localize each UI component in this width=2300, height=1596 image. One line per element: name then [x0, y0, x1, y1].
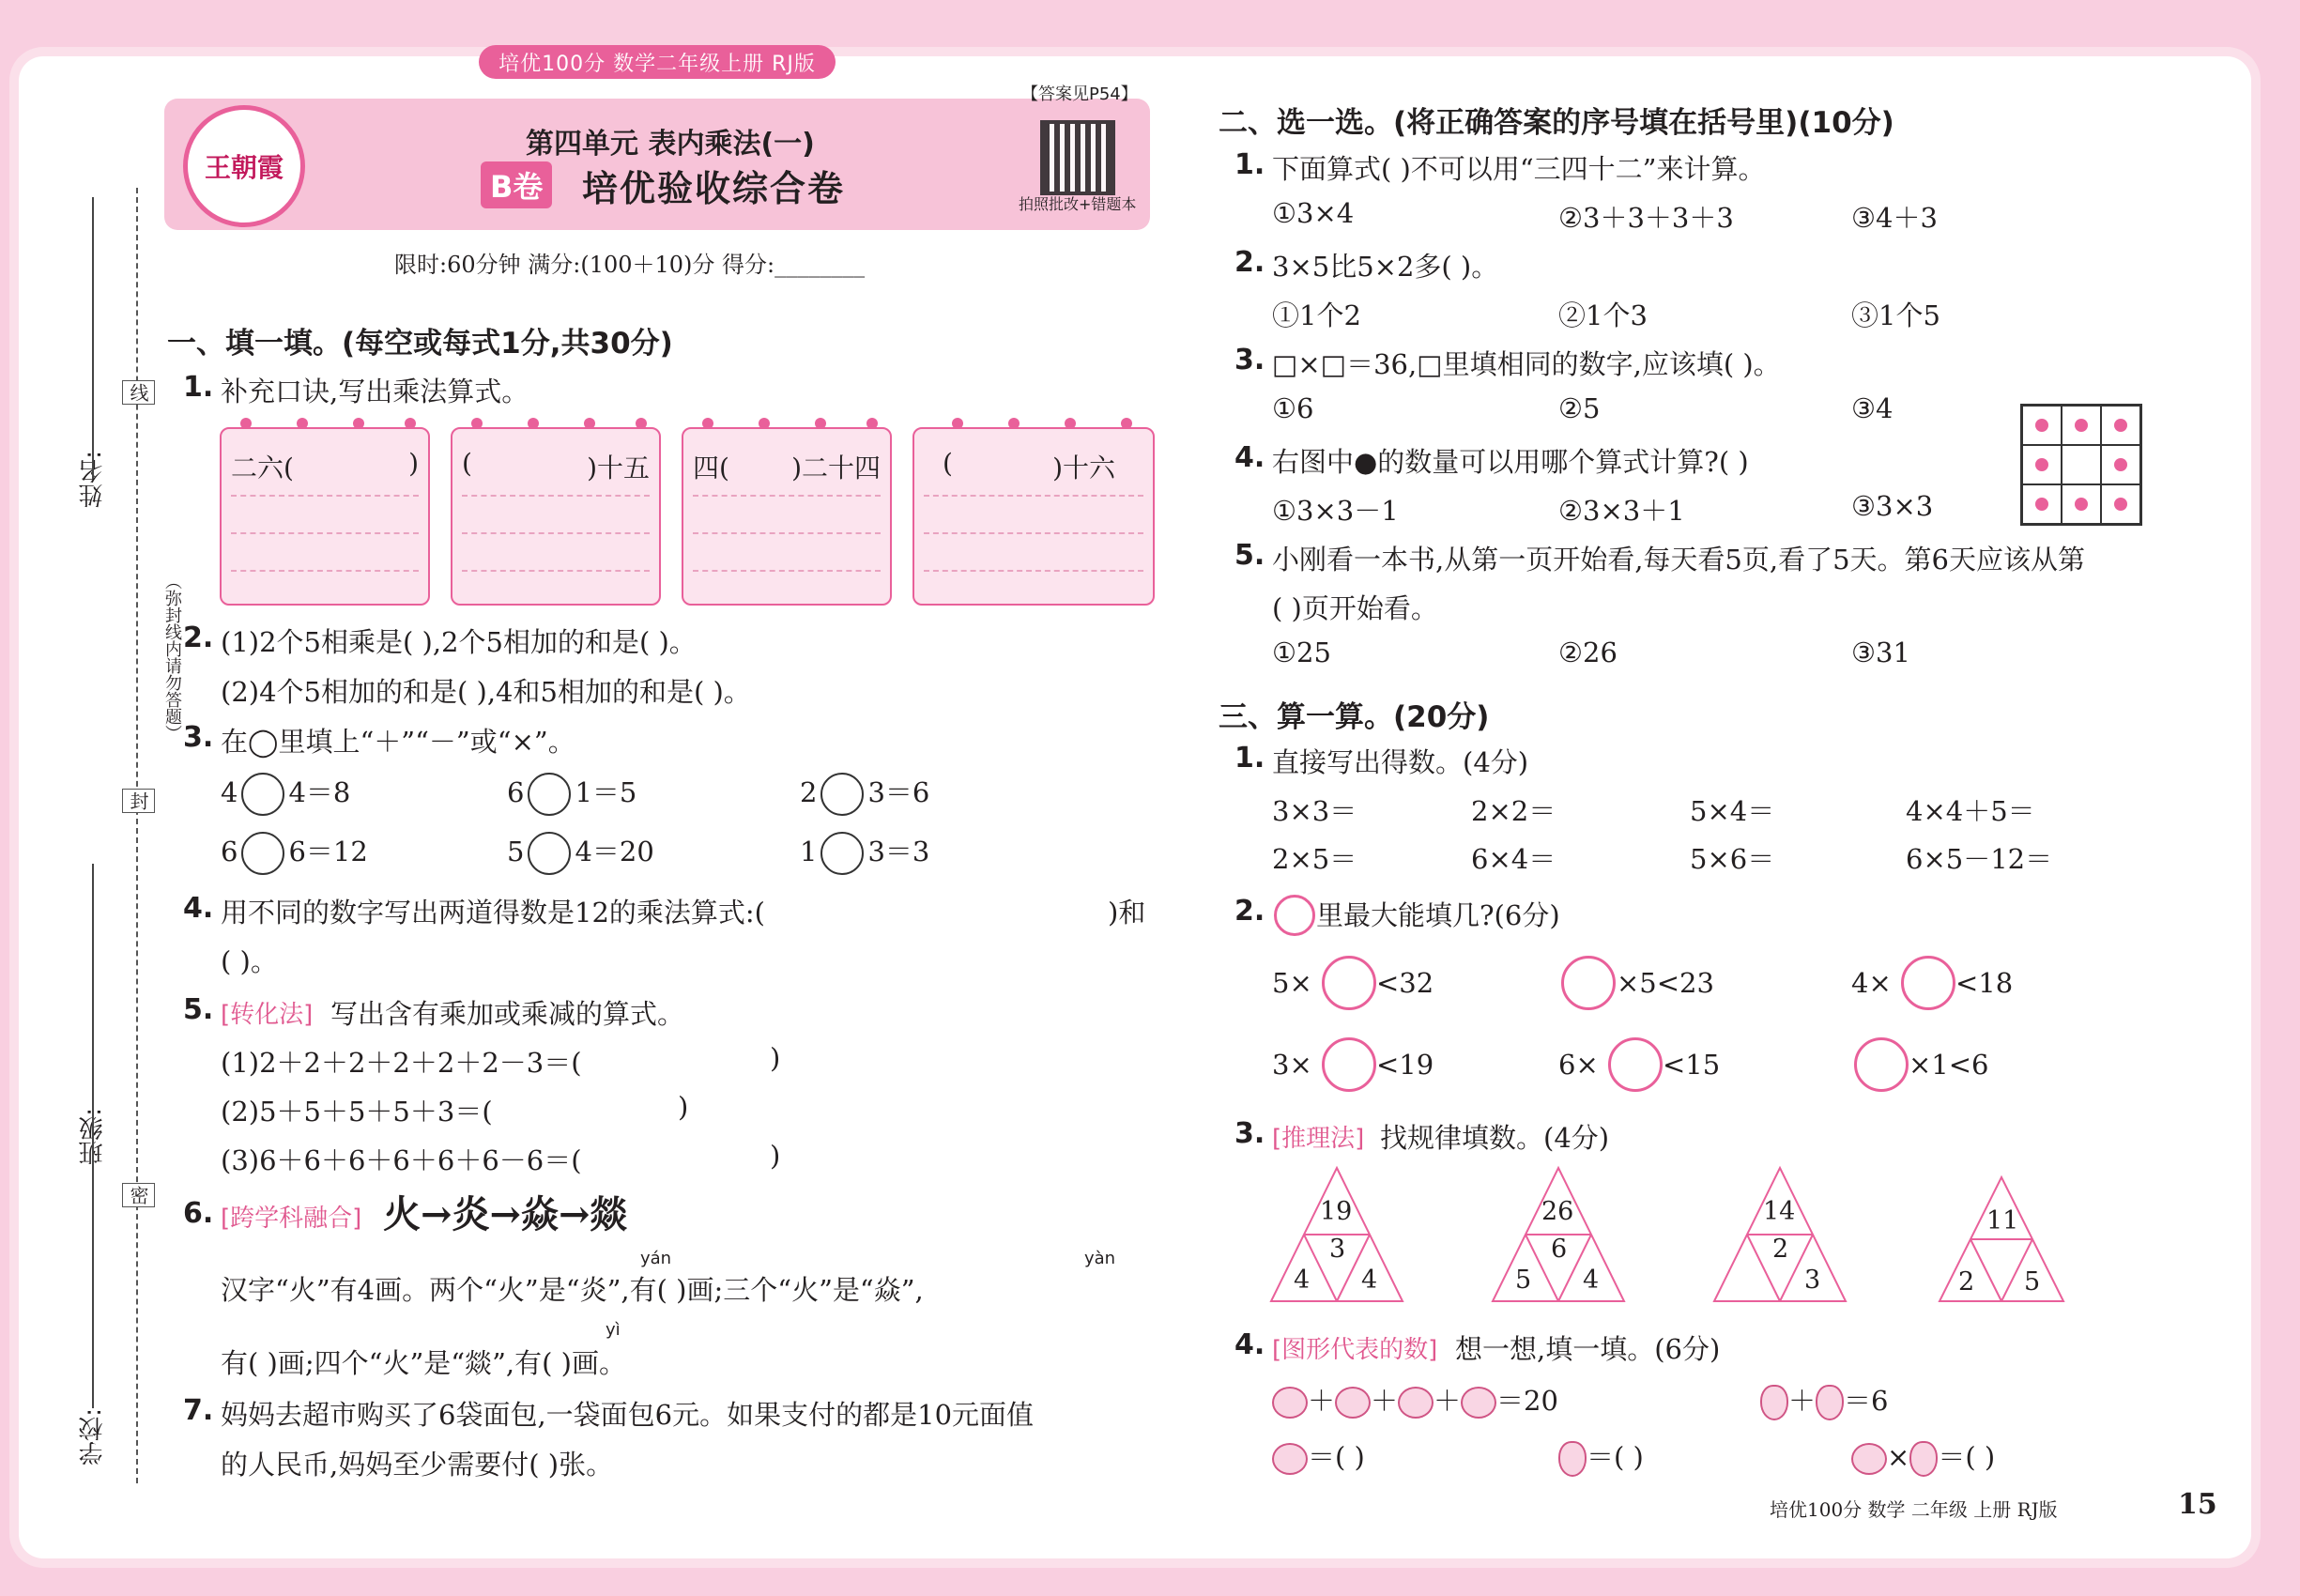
- q1-text: 补充口诀,写出乘法算式。: [221, 376, 529, 407]
- s2-q1-text: 下面算式( )不可以用“三四十二”来计算。: [1272, 153, 1766, 185]
- pear-answer[interactable]: ＝( ): [1558, 1436, 1644, 1477]
- q4-line2: ( )。: [221, 945, 278, 977]
- card-right: )二十四: [791, 453, 881, 483]
- q3-item: 5 4＝20: [507, 831, 654, 875]
- tri-left: 2: [1958, 1267, 1975, 1297]
- s2-q4-text: 右图中●的数量可以用哪个算式计算?( ): [1272, 446, 1749, 478]
- s2-q1-number: 1.: [1234, 148, 1265, 181]
- s3-q3-tag: [推理法]: [1272, 1125, 1365, 1153]
- tri-right: 4: [1583, 1266, 1600, 1295]
- secret-note: （弥封线内请勿答题）: [162, 573, 182, 742]
- s2-option[interactable]: ②3＋3＋3＋3: [1558, 202, 1734, 234]
- ineq-left: 4×: [1851, 967, 1892, 999]
- card-left: (: [462, 448, 472, 479]
- brand-logo: [183, 105, 305, 227]
- apple-answer[interactable]: ＝( ): [1272, 1436, 1365, 1475]
- apple-icon: [1272, 1443, 1308, 1475]
- card-right: )十五: [587, 453, 650, 483]
- name-label: 姓名:: [79, 451, 107, 508]
- seal-mark: 封: [122, 789, 155, 813]
- s2-q2-text: 3×5比5×2多( )。: [1272, 251, 1499, 283]
- s3-q4-number: 4.: [1234, 1328, 1265, 1361]
- volume-badge: B卷: [481, 161, 552, 208]
- peach-blank[interactable]: [1561, 956, 1616, 1010]
- footer-text: 培优100分 数学 二年级 上册 RJ版: [1770, 1498, 2058, 1521]
- calc-item[interactable]: 5×6＝: [1690, 843, 1775, 875]
- peach-blank[interactable]: [1322, 1037, 1376, 1092]
- q6-tag: [跨学科融合]: [221, 1205, 362, 1233]
- s3-q1-number: 1.: [1234, 742, 1265, 775]
- rhyme-card[interactable]: [682, 427, 892, 606]
- calc-item[interactable]: 2×5＝: [1272, 843, 1357, 875]
- apple-icon: [1335, 1387, 1371, 1419]
- pear-icon: [1909, 1441, 1938, 1477]
- exam-meta: 限时:60分钟 满分:(100＋10)分 得分:________: [394, 252, 866, 278]
- page-number: 15: [2178, 1488, 2217, 1521]
- dot-icon: [2114, 419, 2127, 432]
- operator-blank[interactable]: [528, 832, 571, 875]
- calc-item[interactable]: 6×4＝: [1471, 843, 1556, 875]
- line-mark: 线: [122, 380, 155, 405]
- apple-equation: ＋ ＋ ＋ ＝20: [1272, 1380, 1558, 1419]
- q4-number: 4.: [183, 892, 214, 925]
- rhyme-card[interactable]: [912, 427, 1155, 606]
- apple-icon: [1272, 1387, 1308, 1419]
- section2-title: 二、选一选。(将正确答案的序号填在括号里)(10分): [1219, 106, 1894, 140]
- school-underline: [92, 1089, 94, 1408]
- q3-item: 4 4＝8: [221, 772, 350, 816]
- dot-icon: [2075, 419, 2088, 432]
- section3-title: 三、算一算。(20分): [1219, 700, 1490, 734]
- q3-item: 6 1＝5: [507, 772, 636, 816]
- tri-left: 5: [1515, 1266, 1532, 1295]
- tri-mid: 6: [1551, 1235, 1568, 1264]
- s2-q2-number: 2.: [1234, 246, 1265, 279]
- q2-line1: (1)2个5相乘是( ),2个5相加的和是( )。: [221, 626, 697, 658]
- q2-line2: (2)4个5相加的和是( ),4和5相加的和是( )。: [221, 676, 751, 708]
- q5-text: 写出含有乘加或乘减的算式。: [330, 998, 685, 1030]
- peach-blank-icon: [1274, 895, 1315, 936]
- q5-line2-end: ): [678, 1091, 689, 1123]
- dot-icon: [2035, 419, 2048, 432]
- s2-q5-number: 5.: [1234, 539, 1265, 572]
- ineq-left: 3×: [1272, 1049, 1312, 1081]
- s2-q4-number: 4.: [1234, 441, 1265, 474]
- s3-q4-tag: [图形代表的数]: [1272, 1336, 1438, 1364]
- tri-right: 5: [2024, 1267, 2041, 1297]
- rhyme-card[interactable]: [220, 427, 430, 606]
- ineq-right: <19: [1376, 1049, 1434, 1081]
- apple-icon: [1398, 1387, 1434, 1419]
- q7-line1: 妈妈去超市购买了6袋面包,一袋面包6元。如果支付的都是10元面值: [221, 1399, 1035, 1431]
- product-answer[interactable]: × ＝( ): [1851, 1436, 1995, 1477]
- q3-item: 2 3＝6: [800, 772, 929, 816]
- s2-option[interactable]: ③31: [1851, 637, 1910, 668]
- s2-option[interactable]: ②5: [1558, 392, 1601, 424]
- secret-mark: 密: [122, 1183, 155, 1207]
- s2-q3-number: 3.: [1234, 344, 1265, 376]
- s2-option[interactable]: ②26: [1558, 637, 1618, 668]
- operator-blank[interactable]: [241, 832, 284, 875]
- calc-item[interactable]: 5×4＝: [1690, 795, 1775, 827]
- card-left: 四(: [693, 453, 729, 483]
- operator-blank[interactable]: [241, 773, 284, 816]
- operator-blank[interactable]: [820, 832, 864, 875]
- s3-q2-text: 里最大能填几?(6分): [1316, 899, 1560, 931]
- peach-blank[interactable]: [1322, 956, 1376, 1010]
- ineq-right: <15: [1663, 1049, 1721, 1081]
- tri-top: 14: [1763, 1197, 1796, 1226]
- pinyin-yan2: yàn: [1084, 1249, 1116, 1268]
- fire-characters: 火→炎→焱→燚: [383, 1192, 628, 1236]
- exam-title: 培优验收综合卷: [582, 168, 846, 209]
- tri-mid: 3: [1329, 1235, 1346, 1264]
- tri-top: 11: [1986, 1206, 2019, 1235]
- tri-left: 4: [1294, 1266, 1311, 1295]
- dot-icon: [2114, 458, 2127, 471]
- q7-line2: 的人民币,妈妈至少需要付( )张。: [221, 1449, 614, 1481]
- section1-title: 一、填一填。(每空或每式1分,共30分): [167, 327, 673, 361]
- s2-option[interactable]: ②3×3＋1: [1558, 495, 1685, 527]
- pear-equation: ＋ ＝6: [1760, 1380, 1888, 1420]
- tri-top: 19: [1320, 1197, 1353, 1226]
- q5-line1: (1)2＋2＋2＋2＋2＋2－3＝(: [221, 1047, 582, 1079]
- q5-tag: [转化法]: [221, 1001, 314, 1029]
- book-title-pill: 培优100分 数学二年级上册 RJ版: [479, 45, 836, 79]
- q2-number: 2.: [183, 622, 214, 654]
- s3-q4-text: 想一想,填一填。(6分): [1455, 1333, 1721, 1365]
- answer-ref: 【答案见P54】: [1021, 84, 1138, 104]
- dot-icon: [2075, 498, 2088, 511]
- ineq-right: <32: [1376, 967, 1434, 999]
- ineq-left: 5×: [1272, 967, 1312, 999]
- s3-q3-text: 找规律填数。(4分): [1380, 1122, 1610, 1154]
- pinyin-yan: yán: [640, 1249, 672, 1268]
- q5-line1-end: ): [770, 1042, 781, 1074]
- pear-icon: [1816, 1385, 1844, 1420]
- pear-icon: [1558, 1441, 1587, 1477]
- q4-line1-end: )和: [1108, 897, 1146, 928]
- apple-icon: [1461, 1387, 1496, 1419]
- q5-number: 5.: [183, 993, 214, 1026]
- dot-grid-figure: [2020, 404, 2142, 526]
- calc-item[interactable]: 6×5－12＝: [1906, 843, 2053, 875]
- card-right: ): [408, 448, 419, 479]
- number-triangle: [1936, 1174, 2067, 1305]
- s3-q1-text: 直接写出得数。(4分): [1272, 746, 1529, 778]
- pinyin-yi: yì: [606, 1320, 621, 1340]
- card-left: 二六(: [231, 453, 294, 483]
- s2-q3-text: □×□＝36,□里填相同的数字,应该填( )。: [1272, 348, 1781, 380]
- s2-option[interactable]: ③4＋3: [1851, 202, 1938, 234]
- pear-icon: [1760, 1385, 1788, 1420]
- calc-item[interactable]: 4×4＋5＝: [1906, 795, 2035, 827]
- calc-item[interactable]: 3×3＝: [1272, 795, 1357, 827]
- calc-item[interactable]: 2×2＝: [1471, 795, 1556, 827]
- q3-text: 在◯里填上“＋”“－”或“×”。: [221, 726, 575, 758]
- q6-line2: 有( )画;四个“火”是“燚”,有( )画。: [221, 1347, 626, 1379]
- peach-blank[interactable]: [1901, 956, 1955, 1010]
- s2-option[interactable]: ①1个2: [1272, 299, 1361, 331]
- tri-right: 4: [1361, 1266, 1378, 1295]
- dot-icon: [2035, 498, 2048, 511]
- s2-q5-text2: ( )页开始看。: [1272, 592, 1438, 624]
- unit-title: 第四单元 表内乘法(一): [526, 128, 815, 161]
- class-label: 班级:: [79, 1108, 107, 1165]
- apple-icon: [1851, 1443, 1887, 1475]
- s2-option[interactable]: ①6: [1272, 392, 1314, 424]
- peach-blank[interactable]: [1854, 1037, 1909, 1092]
- q7-number: 7.: [183, 1394, 214, 1427]
- q6-number: 6.: [183, 1197, 214, 1230]
- ineq-right: <18: [1955, 967, 2014, 999]
- q5-line3: (3)6＋6＋6＋6＋6＋6－6＝(: [221, 1144, 582, 1176]
- operator-blank[interactable]: [820, 773, 864, 816]
- q3-item: 6 6＝12: [221, 831, 368, 875]
- s2-option[interactable]: ①3×4: [1272, 197, 1355, 229]
- dot-icon: [2035, 458, 2048, 471]
- s3-q3-number: 3.: [1234, 1117, 1265, 1150]
- operator-blank[interactable]: [528, 773, 571, 816]
- s2-option[interactable]: ③1个5: [1851, 299, 1940, 331]
- q4-line1: 用不同的数字写出两道得数是12的乘法算式:(: [221, 897, 765, 928]
- sidebar: [56, 188, 182, 1502]
- qr-caption: 拍照批改+错题本: [1019, 195, 1137, 213]
- q6-line1: 汉字“火”有4画。两个“火”是“炎”,有( )画;三个“火”是“焱”,: [221, 1274, 924, 1306]
- q5-line3-end: ): [770, 1140, 781, 1172]
- dot-icon: [2114, 498, 2127, 511]
- rhyme-card[interactable]: [451, 427, 661, 606]
- tri-top: 26: [1541, 1197, 1574, 1226]
- s2-option[interactable]: ①25: [1272, 637, 1331, 668]
- card-left: (: [943, 448, 953, 479]
- s3-q2-number: 2.: [1234, 895, 1265, 928]
- q3-item: 1 3＝3: [800, 831, 929, 875]
- name-underline: [92, 197, 94, 479]
- tri-right: 3: [1804, 1266, 1821, 1295]
- class-underline: [92, 864, 94, 1108]
- ineq-left: 6×: [1558, 1049, 1599, 1081]
- tri-mid: 2: [1772, 1235, 1789, 1264]
- s2-option[interactable]: ③3×3: [1851, 490, 1934, 522]
- s2-option[interactable]: ①3×3－1: [1272, 495, 1399, 527]
- s2-option[interactable]: ②1个3: [1558, 299, 1648, 331]
- school-label: 学校:: [79, 1408, 107, 1466]
- s2-q5-text: 小刚看一本书,从第一页开始看,每天看5页,看了5天。第6天应该从第: [1272, 544, 2086, 575]
- q3-number: 3.: [183, 721, 214, 754]
- peach-blank[interactable]: [1608, 1037, 1663, 1092]
- ineq-right: ×5<23: [1617, 967, 1714, 999]
- s2-option[interactable]: ③4: [1851, 392, 1894, 424]
- q5-line2: (2)5＋5＋5＋5＋3＝(: [221, 1096, 493, 1128]
- ineq-right: ×1<6: [1909, 1049, 1989, 1081]
- q1-number: 1.: [183, 371, 214, 404]
- qr-code-icon[interactable]: [1040, 120, 1115, 195]
- logo-text: 王朝霞: [204, 152, 284, 183]
- card-right: )十六: [1052, 453, 1115, 483]
